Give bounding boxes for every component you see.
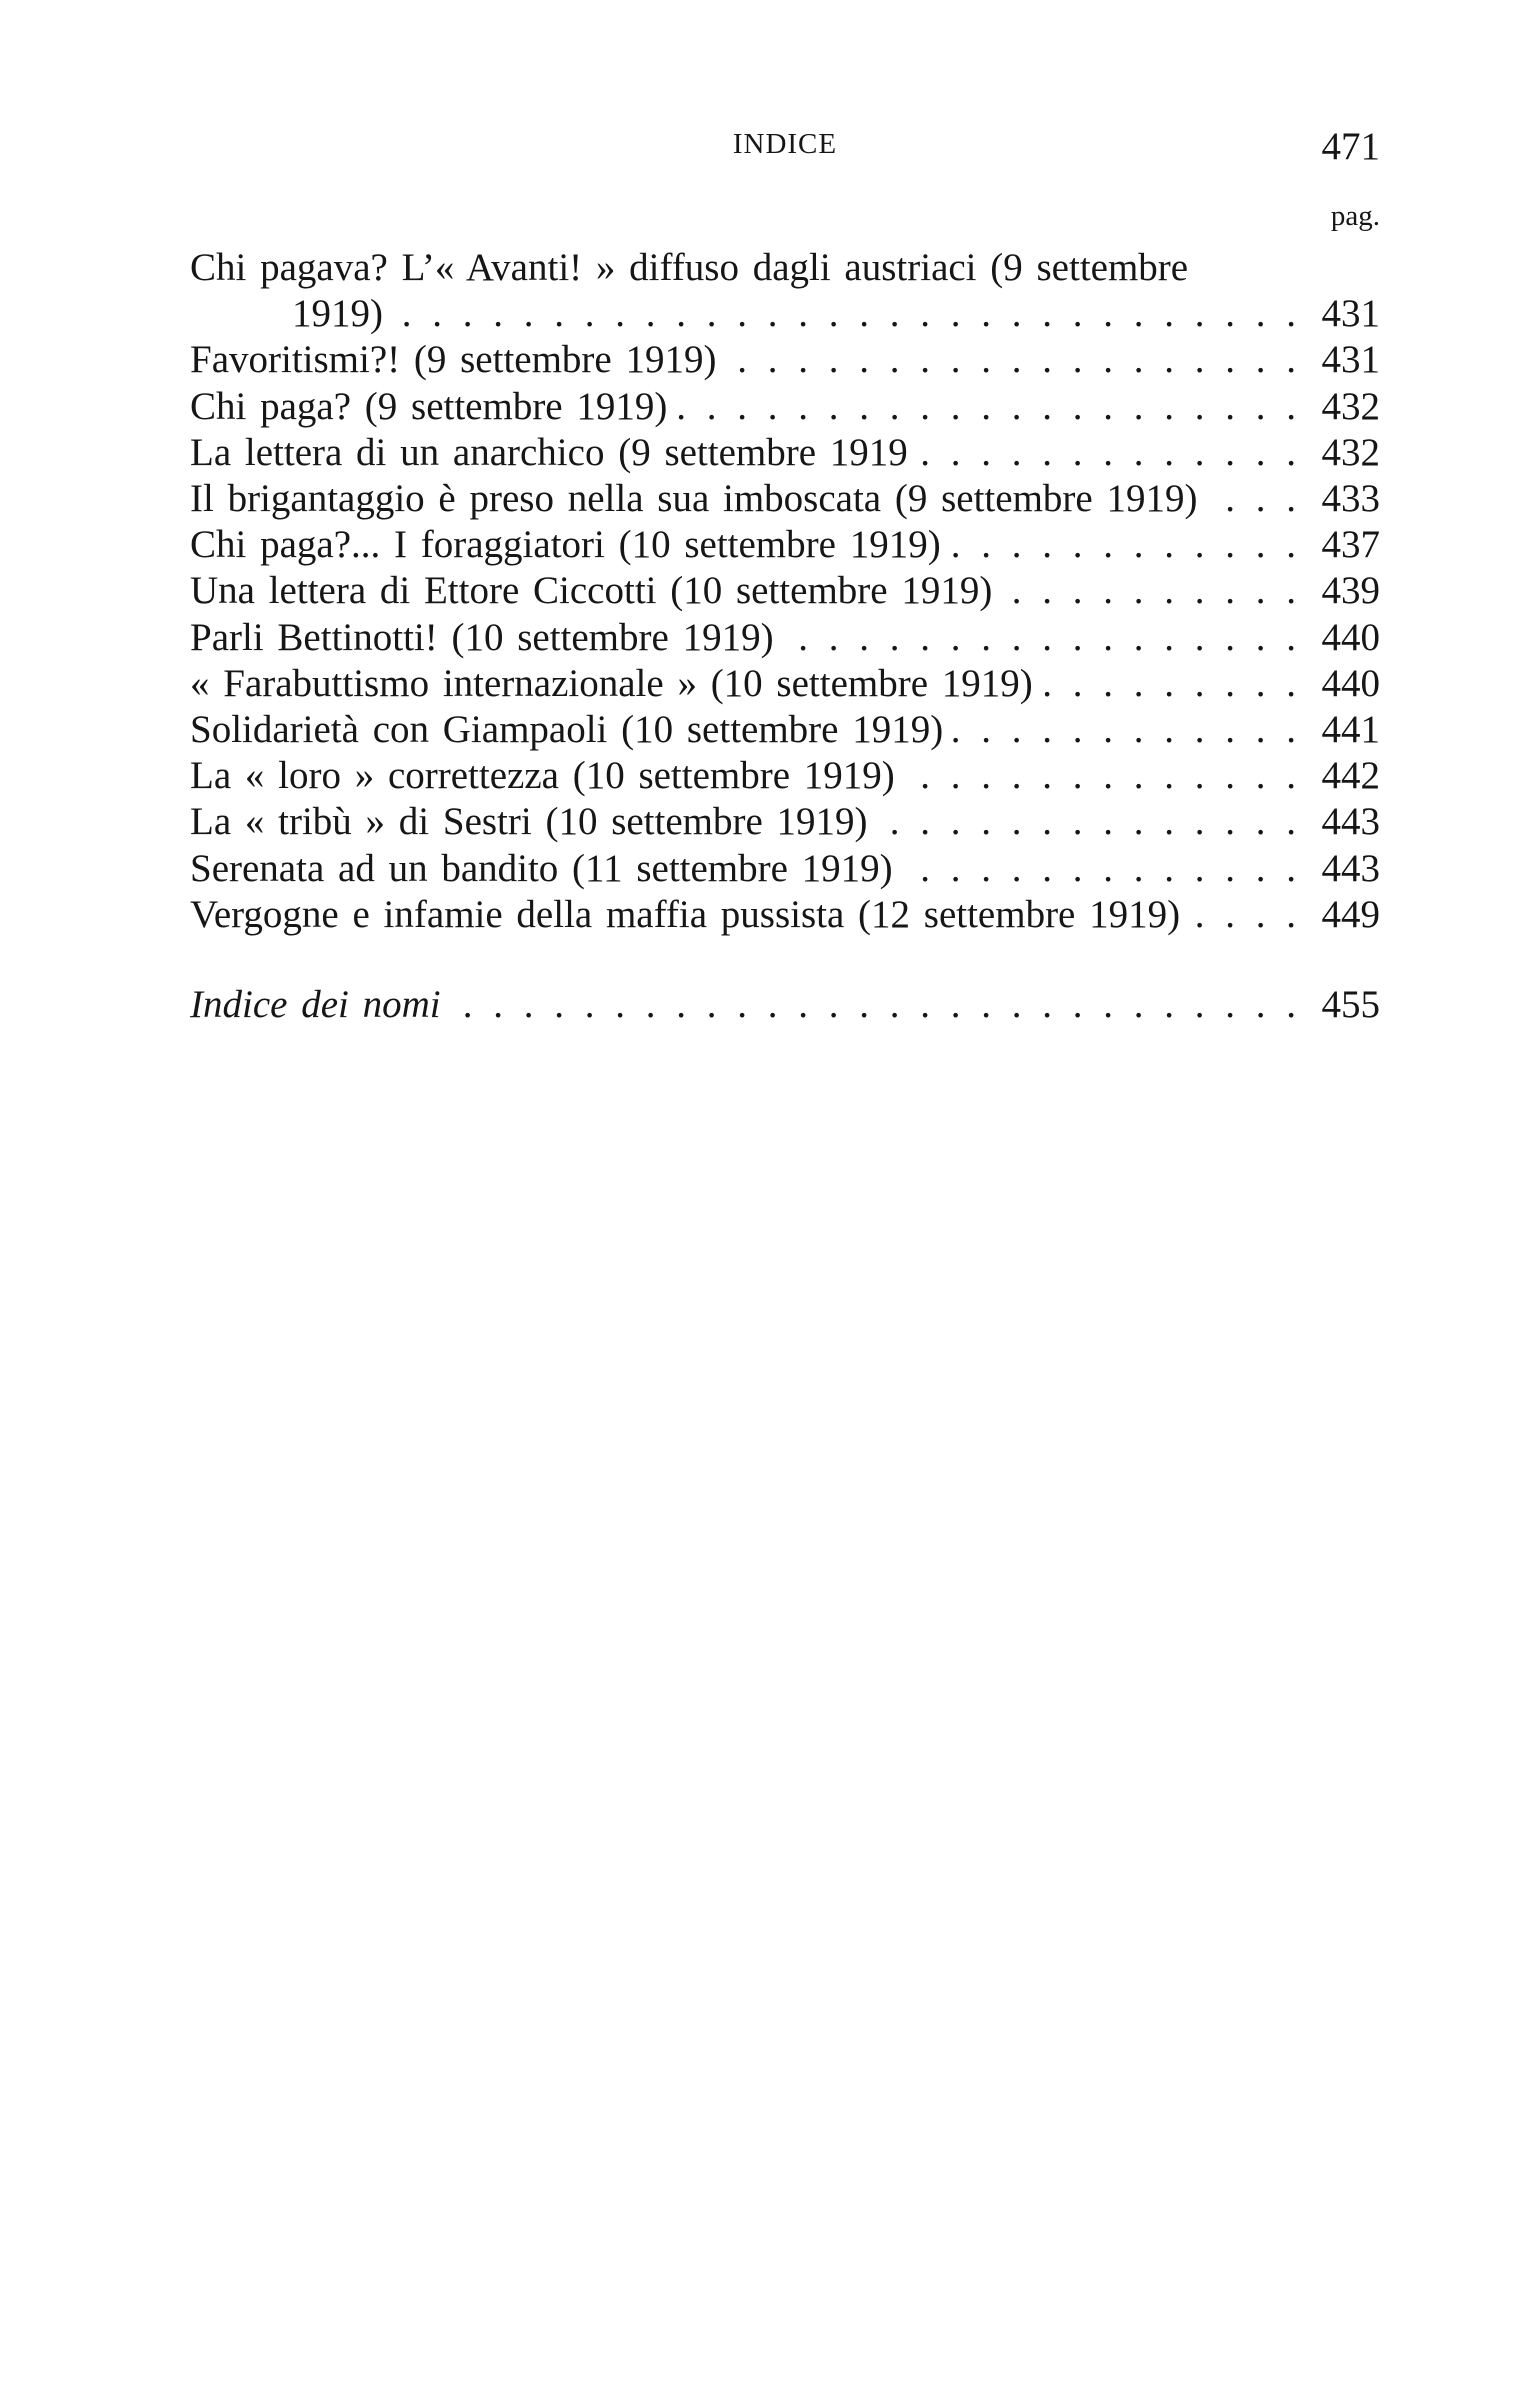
dot-leader [878,799,1296,845]
dot-leader [784,615,1296,661]
toc-entry-title: Indice dei nomi [190,983,441,1027]
toc-entry-page: 441 [1321,708,1380,752]
toc-entry [190,430,1380,476]
toc-entry-page: 440 [1321,661,1380,705]
toc-entry-title: Solidarietà con Giampaoli (10 settembre 1919) [190,708,944,752]
dot-leader [393,291,1296,337]
toc-entry-page: 439 [1321,569,1380,613]
toc-entry-title: Una lettera di Ettore Ciccotti (10 settembre 1919) [190,569,993,613]
toc-entry-index-of-names [190,982,1380,1028]
toc-entry [190,476,1380,522]
toc-entry [190,707,1380,753]
toc-entry [190,245,1380,337]
dot-leader [1002,568,1296,614]
running-title: INDICE [732,128,838,160]
dot-leader [726,337,1296,383]
dot-leader [451,982,1296,1028]
toc-entry-title: Il brigantaggio è preso nella sua imboscata (9 settembre 1919) [190,477,1198,521]
toc-entry-title: Vergogne e infamie della maffia pussista (12 settembre 1919) [190,892,1181,936]
toc-entry-title: Chi paga? (9 settembre 1919) [190,384,668,428]
toc-entry [190,892,1380,938]
toc-entry-page: 432 [1321,430,1380,474]
dot-leader [1190,892,1296,938]
dot-leader [951,522,1296,568]
toc-entry-page: 431 [1321,338,1380,382]
toc-entry-page: 437 [1321,523,1380,567]
toc-entry-page: 443 [1321,800,1380,844]
dot-leader [905,753,1296,799]
toc-entry-page: 440 [1321,615,1380,659]
toc-entry-title: La « loro » correttezza (10 settembre 1919) [190,754,895,798]
page-number: 471 [1321,125,1380,168]
toc-entry [190,846,1380,892]
toc-entry [190,337,1380,383]
toc-entry-page: 432 [1321,384,1380,428]
toc-entry-title: Parli Bettinotti! (10 settembre 1919) [190,615,774,659]
toc-entry-title: La lettera di un anarchico (9 settembre 1919 [190,430,908,474]
toc-entry-page: 455 [1321,983,1380,1027]
toc-entry [190,799,1380,845]
toc-entry-title: Serenata ad un bandito (11 settembre 1919) [190,846,893,890]
toc-entry [190,615,1380,661]
table-of-contents [190,245,1380,1028]
dot-leader [903,846,1296,892]
toc-entry-title: La « tribù » di Sestri (10 settembre 1919) [190,800,868,844]
toc-entry-title: Favoritismi?! (9 settembre 1919) [190,338,717,382]
toc-entry-page: 433 [1321,477,1380,521]
page-header [190,125,1380,178]
dot-leader [953,707,1296,753]
toc-entry [190,384,1380,430]
toc-entry [190,753,1380,799]
toc-entry [190,661,1380,707]
toc-entry-page: 431 [1321,292,1380,336]
toc-entry-page: 443 [1321,846,1380,890]
dot-leader [1207,476,1296,522]
dot-leader [677,384,1296,430]
toc-entry-title: « Farabuttismo internazionale » (10 settembre 1919) [190,661,1033,705]
dot-leader [918,430,1296,476]
toc-entry-title-continued: 1919) [292,292,383,336]
toc-entry [190,568,1380,614]
toc-entry-page: 449 [1321,892,1380,936]
dot-leader [1043,661,1296,707]
toc-entry-title: Chi paga?... I foraggiatori (10 settembre 1919) [190,523,941,567]
toc-entry-page: 442 [1321,754,1380,798]
pag-column-label: pag. [1330,200,1380,232]
toc-entry-title: Chi pagava? L’« Avanti! » diffuso dagli austriaci (9 settembre [190,246,1189,289]
toc-entry [190,522,1380,568]
